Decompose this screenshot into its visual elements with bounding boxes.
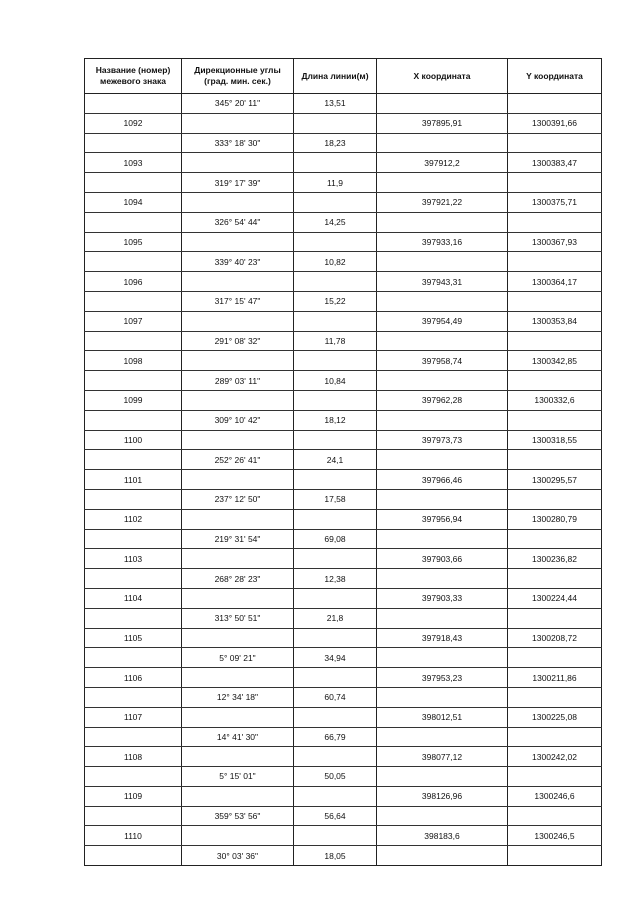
direction-angle-cell: 12° 34' 18" <box>182 687 294 707</box>
point-name-cell <box>85 648 182 668</box>
x-coordinate-cell: 397973,73 <box>377 430 508 450</box>
line-length-cell: 12,38 <box>294 569 377 589</box>
line-length-cell: 24,1 <box>294 450 377 470</box>
y-coordinate-cell <box>508 489 602 509</box>
point-name-cell <box>85 608 182 628</box>
direction-angle-cell: 333° 18' 30" <box>182 133 294 153</box>
point-name-cell <box>85 331 182 351</box>
y-coordinate-cell <box>508 212 602 232</box>
point-name-cell: 1105 <box>85 628 182 648</box>
direction-angle-cell <box>182 826 294 846</box>
x-coordinate-cell <box>377 727 508 747</box>
direction-angle-cell: 14° 41' 30" <box>182 727 294 747</box>
line-length-cell: 10,82 <box>294 252 377 272</box>
point-name-cell: 1099 <box>85 390 182 410</box>
table-row <box>85 410 602 430</box>
point-name-cell <box>85 212 182 232</box>
direction-angle-cell: 345° 20' 11" <box>182 94 294 114</box>
boundary-coordinates-table <box>84 58 602 866</box>
direction-angle-cell <box>182 113 294 133</box>
table-row <box>85 747 602 767</box>
point-name-cell: 1095 <box>85 232 182 252</box>
line-length-cell <box>294 668 377 688</box>
table-row <box>85 687 602 707</box>
point-name-cell: 1106 <box>85 668 182 688</box>
table-row <box>85 113 602 133</box>
table-row <box>85 826 602 846</box>
direction-angle-cell: 268° 28' 23" <box>182 569 294 589</box>
x-coordinate-cell <box>377 291 508 311</box>
table-row <box>85 153 602 173</box>
point-name-cell <box>85 489 182 509</box>
line-length-cell: 18,05 <box>294 846 377 866</box>
line-length-cell: 14,25 <box>294 212 377 232</box>
y-coordinate-cell: 1300383,47 <box>508 153 602 173</box>
y-coordinate-cell <box>508 410 602 430</box>
y-coordinate-cell <box>508 133 602 153</box>
point-name-cell <box>85 846 182 866</box>
direction-angle-cell <box>182 509 294 529</box>
x-coordinate-cell <box>377 410 508 430</box>
y-coordinate-cell <box>508 331 602 351</box>
line-length-cell <box>294 826 377 846</box>
y-coordinate-cell <box>508 569 602 589</box>
y-coordinate-cell <box>508 648 602 668</box>
direction-angle-cell: 309° 10' 42" <box>182 410 294 430</box>
direction-angle-cell: 30° 03' 36" <box>182 846 294 866</box>
line-length-cell <box>294 628 377 648</box>
line-length-cell <box>294 192 377 212</box>
x-coordinate-cell: 397956,94 <box>377 509 508 529</box>
direction-angle-cell <box>182 549 294 569</box>
y-coordinate-cell <box>508 767 602 787</box>
point-name-cell <box>85 529 182 549</box>
table-row <box>85 430 602 450</box>
y-coordinate-cell: 1300391,66 <box>508 113 602 133</box>
table-row <box>85 94 602 114</box>
direction-angle-cell <box>182 628 294 648</box>
line-length-cell: 34,94 <box>294 648 377 668</box>
x-coordinate-cell: 397895,91 <box>377 113 508 133</box>
point-name-cell: 1094 <box>85 192 182 212</box>
direction-angle-cell: 313° 50' 51" <box>182 608 294 628</box>
line-length-cell <box>294 232 377 252</box>
point-name-cell <box>85 371 182 391</box>
line-length-cell <box>294 549 377 569</box>
table-row <box>85 569 602 589</box>
line-length-cell <box>294 470 377 490</box>
x-coordinate-cell <box>377 133 508 153</box>
point-name-cell: 1108 <box>85 747 182 767</box>
y-coordinate-cell: 1300246,5 <box>508 826 602 846</box>
point-name-cell <box>85 727 182 747</box>
x-coordinate-cell: 397903,66 <box>377 549 508 569</box>
line-length-cell: 13,51 <box>294 94 377 114</box>
line-length-cell: 50,05 <box>294 767 377 787</box>
y-coordinate-cell: 1300332,6 <box>508 390 602 410</box>
header-point-name: Название (номер) межевого знака <box>85 59 182 94</box>
table-row <box>85 291 602 311</box>
y-coordinate-cell <box>508 94 602 114</box>
direction-angle-cell <box>182 351 294 371</box>
x-coordinate-cell: 398012,51 <box>377 707 508 727</box>
x-coordinate-cell: 398126,96 <box>377 786 508 806</box>
point-name-cell <box>85 291 182 311</box>
table-row <box>85 133 602 153</box>
y-coordinate-cell <box>508 371 602 391</box>
direction-angle-cell <box>182 390 294 410</box>
y-coordinate-cell <box>508 450 602 470</box>
point-name-cell <box>85 410 182 430</box>
table-row <box>85 252 602 272</box>
table-row <box>85 232 602 252</box>
header-y-coordinate: Y координата <box>508 59 602 94</box>
y-coordinate-cell <box>508 727 602 747</box>
table-row <box>85 489 602 509</box>
line-length-cell: 11,78 <box>294 331 377 351</box>
table-body <box>85 94 602 866</box>
line-length-cell: 60,74 <box>294 687 377 707</box>
x-coordinate-cell <box>377 212 508 232</box>
line-length-cell: 56,64 <box>294 806 377 826</box>
table-row <box>85 272 602 292</box>
point-name-cell: 1110 <box>85 826 182 846</box>
y-coordinate-cell: 1300375,71 <box>508 192 602 212</box>
table-row <box>85 212 602 232</box>
x-coordinate-cell <box>377 806 508 826</box>
point-name-cell <box>85 252 182 272</box>
table-row <box>85 707 602 727</box>
x-coordinate-cell <box>377 489 508 509</box>
direction-angle-cell: 359° 53' 56" <box>182 806 294 826</box>
y-coordinate-cell <box>508 687 602 707</box>
x-coordinate-cell: 397918,43 <box>377 628 508 648</box>
line-length-cell <box>294 390 377 410</box>
x-coordinate-cell <box>377 450 508 470</box>
y-coordinate-cell: 1300318,55 <box>508 430 602 450</box>
y-coordinate-cell: 1300342,85 <box>508 351 602 371</box>
point-name-cell: 1107 <box>85 707 182 727</box>
x-coordinate-cell: 397943,31 <box>377 272 508 292</box>
point-name-cell: 1093 <box>85 153 182 173</box>
direction-angle-cell <box>182 588 294 608</box>
x-coordinate-cell: 397954,49 <box>377 311 508 331</box>
header-direction-angle: Дирекционные углы (град. мин. сек.) <box>182 59 294 94</box>
table-row <box>85 668 602 688</box>
direction-angle-cell: 5° 09' 21" <box>182 648 294 668</box>
point-name-cell: 1098 <box>85 351 182 371</box>
x-coordinate-cell: 397933,16 <box>377 232 508 252</box>
direction-angle-cell <box>182 707 294 727</box>
x-coordinate-cell: 397958,74 <box>377 351 508 371</box>
table-row <box>85 786 602 806</box>
y-coordinate-cell: 1300242,02 <box>508 747 602 767</box>
point-name-cell: 1103 <box>85 549 182 569</box>
point-name-cell <box>85 173 182 193</box>
x-coordinate-cell <box>377 687 508 707</box>
y-coordinate-cell: 1300225,08 <box>508 707 602 727</box>
direction-angle-cell <box>182 153 294 173</box>
y-coordinate-cell: 1300246,6 <box>508 786 602 806</box>
line-length-cell: 69,08 <box>294 529 377 549</box>
direction-angle-cell <box>182 272 294 292</box>
header-x-coordinate: X координата <box>377 59 508 94</box>
y-coordinate-cell <box>508 846 602 866</box>
x-coordinate-cell <box>377 173 508 193</box>
direction-angle-cell: 5° 15' 01" <box>182 767 294 787</box>
x-coordinate-cell: 397921,22 <box>377 192 508 212</box>
direction-angle-cell: 252° 26' 41" <box>182 450 294 470</box>
line-length-cell <box>294 113 377 133</box>
table-row <box>85 351 602 371</box>
y-coordinate-cell: 1300211,86 <box>508 668 602 688</box>
line-length-cell: 17,58 <box>294 489 377 509</box>
y-coordinate-cell: 1300224,44 <box>508 588 602 608</box>
y-coordinate-cell <box>508 173 602 193</box>
line-length-cell <box>294 588 377 608</box>
x-coordinate-cell <box>377 767 508 787</box>
table-row <box>85 806 602 826</box>
line-length-cell <box>294 351 377 371</box>
x-coordinate-cell <box>377 608 508 628</box>
y-coordinate-cell <box>508 529 602 549</box>
point-name-cell: 1104 <box>85 588 182 608</box>
x-coordinate-cell <box>377 371 508 391</box>
direction-angle-cell: 326° 54' 44" <box>182 212 294 232</box>
direction-angle-cell: 291° 08' 32" <box>182 331 294 351</box>
line-length-cell: 10,84 <box>294 371 377 391</box>
line-length-cell <box>294 707 377 727</box>
x-coordinate-cell <box>377 529 508 549</box>
line-length-cell: 18,12 <box>294 410 377 430</box>
direction-angle-cell: 319° 17' 39" <box>182 173 294 193</box>
line-length-cell <box>294 311 377 331</box>
line-length-cell <box>294 430 377 450</box>
x-coordinate-cell: 398077,12 <box>377 747 508 767</box>
y-coordinate-cell: 1300353,84 <box>508 311 602 331</box>
x-coordinate-cell: 398183,6 <box>377 826 508 846</box>
table-row <box>85 608 602 628</box>
x-coordinate-cell <box>377 846 508 866</box>
line-length-cell: 15,22 <box>294 291 377 311</box>
point-name-cell: 1097 <box>85 311 182 331</box>
table-row <box>85 390 602 410</box>
direction-angle-cell <box>182 747 294 767</box>
table-row <box>85 331 602 351</box>
y-coordinate-cell: 1300364,17 <box>508 272 602 292</box>
line-length-cell: 66,79 <box>294 727 377 747</box>
point-name-cell: 1092 <box>85 113 182 133</box>
y-coordinate-cell: 1300295,57 <box>508 470 602 490</box>
table-row <box>85 727 602 747</box>
y-coordinate-cell <box>508 806 602 826</box>
direction-angle-cell <box>182 668 294 688</box>
point-name-cell <box>85 450 182 470</box>
table-row <box>85 450 602 470</box>
direction-angle-cell: 237° 12' 50" <box>182 489 294 509</box>
table-row <box>85 311 602 331</box>
y-coordinate-cell <box>508 291 602 311</box>
point-name-cell <box>85 767 182 787</box>
table-row <box>85 529 602 549</box>
x-coordinate-cell <box>377 331 508 351</box>
direction-angle-cell: 219° 31' 54" <box>182 529 294 549</box>
y-coordinate-cell <box>508 608 602 628</box>
y-coordinate-cell: 1300236,82 <box>508 549 602 569</box>
table-row <box>85 470 602 490</box>
line-length-cell <box>294 272 377 292</box>
x-coordinate-cell <box>377 569 508 589</box>
line-length-cell <box>294 509 377 529</box>
point-name-cell <box>85 569 182 589</box>
x-coordinate-cell: 397912,2 <box>377 153 508 173</box>
table-row <box>85 628 602 648</box>
direction-angle-cell <box>182 311 294 331</box>
table-row <box>85 192 602 212</box>
table-row <box>85 767 602 787</box>
table-row <box>85 846 602 866</box>
direction-angle-cell <box>182 232 294 252</box>
table-header-row <box>85 59 602 94</box>
table-row <box>85 549 602 569</box>
line-length-cell: 11,9 <box>294 173 377 193</box>
point-name-cell <box>85 687 182 707</box>
table-row <box>85 588 602 608</box>
direction-angle-cell: 289° 03' 11" <box>182 371 294 391</box>
point-name-cell: 1100 <box>85 430 182 450</box>
direction-angle-cell <box>182 470 294 490</box>
y-coordinate-cell <box>508 252 602 272</box>
line-length-cell: 21,8 <box>294 608 377 628</box>
y-coordinate-cell: 1300208,72 <box>508 628 602 648</box>
point-name-cell: 1096 <box>85 272 182 292</box>
direction-angle-cell <box>182 430 294 450</box>
point-name-cell: 1109 <box>85 786 182 806</box>
x-coordinate-cell <box>377 94 508 114</box>
line-length-cell <box>294 747 377 767</box>
line-length-cell <box>294 786 377 806</box>
direction-angle-cell: 317° 15' 47" <box>182 291 294 311</box>
point-name-cell: 1101 <box>85 470 182 490</box>
table-row <box>85 173 602 193</box>
table-row <box>85 648 602 668</box>
x-coordinate-cell <box>377 648 508 668</box>
line-length-cell: 18,23 <box>294 133 377 153</box>
table-row <box>85 509 602 529</box>
y-coordinate-cell: 1300280,79 <box>508 509 602 529</box>
point-name-cell <box>85 806 182 826</box>
x-coordinate-cell: 397966,46 <box>377 470 508 490</box>
point-name-cell <box>85 94 182 114</box>
direction-angle-cell <box>182 786 294 806</box>
point-name-cell <box>85 133 182 153</box>
direction-angle-cell <box>182 192 294 212</box>
direction-angle-cell: 339° 40' 23" <box>182 252 294 272</box>
x-coordinate-cell: 397953,23 <box>377 668 508 688</box>
x-coordinate-cell: 397962,28 <box>377 390 508 410</box>
x-coordinate-cell: 397903,33 <box>377 588 508 608</box>
point-name-cell: 1102 <box>85 509 182 529</box>
header-line-length: Длина линии(м) <box>294 59 377 94</box>
y-coordinate-cell: 1300367,93 <box>508 232 602 252</box>
line-length-cell <box>294 153 377 173</box>
x-coordinate-cell <box>377 252 508 272</box>
table-row <box>85 371 602 391</box>
